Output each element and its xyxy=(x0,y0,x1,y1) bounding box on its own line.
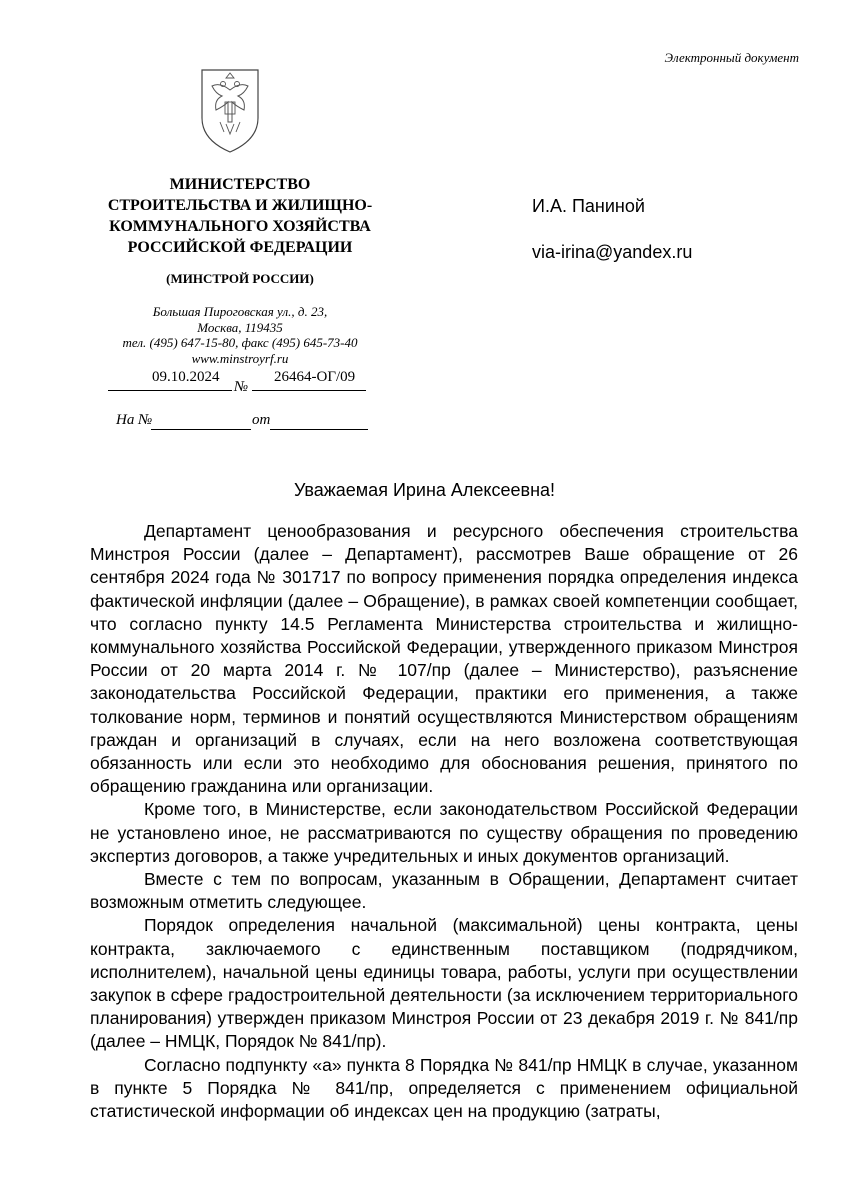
letter-body xyxy=(90,520,798,1123)
document-type-label: Электронный документ xyxy=(664,50,799,65)
ministry-short-name: (МИНСТРОЙ РОССИИ) xyxy=(166,271,314,286)
recipient-name: И.А. Паниной xyxy=(532,196,645,216)
ministry-name-line: КОММУНАЛЬНОГО ХОЗЯЙСТВА xyxy=(109,218,371,235)
registration-date: 09.10.2024 xyxy=(152,369,220,385)
date-underline xyxy=(108,390,232,391)
number-underline xyxy=(252,390,366,391)
number-sign: № xyxy=(234,379,249,395)
address-line: Большая Пироговская ул., д. 23, xyxy=(152,304,328,319)
address-line: www.minstroyrf.ru xyxy=(191,350,289,366)
ministry-name-line: РОССИЙСКОЙ ФЕДЕРАЦИИ xyxy=(127,239,353,256)
ministry-name xyxy=(95,174,385,258)
reference-number-underline xyxy=(151,429,251,430)
address-line: тел. (495) 647-15-80, факс (495) 645-73-40 xyxy=(122,335,358,350)
reference-line xyxy=(116,412,376,436)
paragraph: Департамент ценообразования и ресурсного обеспечения строительства Минстроя России (далее – Департамент), рассмотрев Ваше обращение от 26 сентября 2024 года № 301717 по вопросу применения порядка определения индекса фактической инфляции (далее – Обращение), в рамках своей компетенции сообщает, что согласно пункту 14.5 Регламента Министерства строительства и жилищно-коммунального хозяйства Российской Федерации, утвержденного приказом Минстроя России от 20 марта 2014 г. № 107/пр (далее – Министерство), разъяснение законодательства Российской Федерации, практики его применения, а также толкование норм, терминов и понятий осуществляются Министерством обращениям граждан и организаций в случаях, если на него возложена соответствующая обязанность или если это необходимо для обоснования решения, принятого по обращению гражданина или организации. xyxy=(90,521,798,797)
reference-date-label: от xyxy=(252,412,271,428)
reference-number-label: На № xyxy=(116,412,153,428)
registration-number: 26464-ОГ/09 xyxy=(274,369,356,385)
greeting: Уважаемая Ирина Алексеевна! xyxy=(293,480,556,500)
paragraph: Порядок определения начальной (максимальной) цены контракта, цены контракта, заключаемого с единственным поставщиком (подрядчиком, исполнителем), начальной цены единицы товара, работы, услуги при осуществлении закупок в сфере градостроительной деятельности (за исключением территориального планирования) утвержден приказом Минстроя России от 23 декабря 2019 г. № 841/пр (далее – НМЦК, Порядок № 841/пр). xyxy=(90,915,798,1052)
registration-line xyxy=(108,366,366,400)
russian-coat-of-arms-icon xyxy=(190,60,270,156)
paragraph: Кроме того, в Министерстве, если законодательством Российской Федерации не установлено иное, не рассматриваются по существу обращения по проведению экспертиз договоров, а также учредительных и иных документов организаций. xyxy=(90,799,798,866)
ministry-address xyxy=(95,304,385,366)
recipient-email: via-irina@yandex.ru xyxy=(532,242,693,262)
ministry-name-line: МИНИСТЕРСТВО xyxy=(169,176,311,193)
address-line: Москва, 119435 xyxy=(197,319,283,335)
paragraph: Вместе с тем по вопросам, указанным в Обращении, Департамент считает возможным отметить следующее. xyxy=(90,869,798,913)
reference-date-underline xyxy=(270,429,368,430)
paragraph: Согласно подпункту «а» пункта 8 Порядка № 841/пр НМЦК в случае, указанном в пункте 5 Порядка № 841/пр, определяется с применением официальной статистической информации об индексах цен на продукцию (затраты, xyxy=(90,1054,798,1122)
ministry-name-line: СТРОИТЕЛЬСТВА И ЖИЛИЩНО- xyxy=(107,197,373,214)
